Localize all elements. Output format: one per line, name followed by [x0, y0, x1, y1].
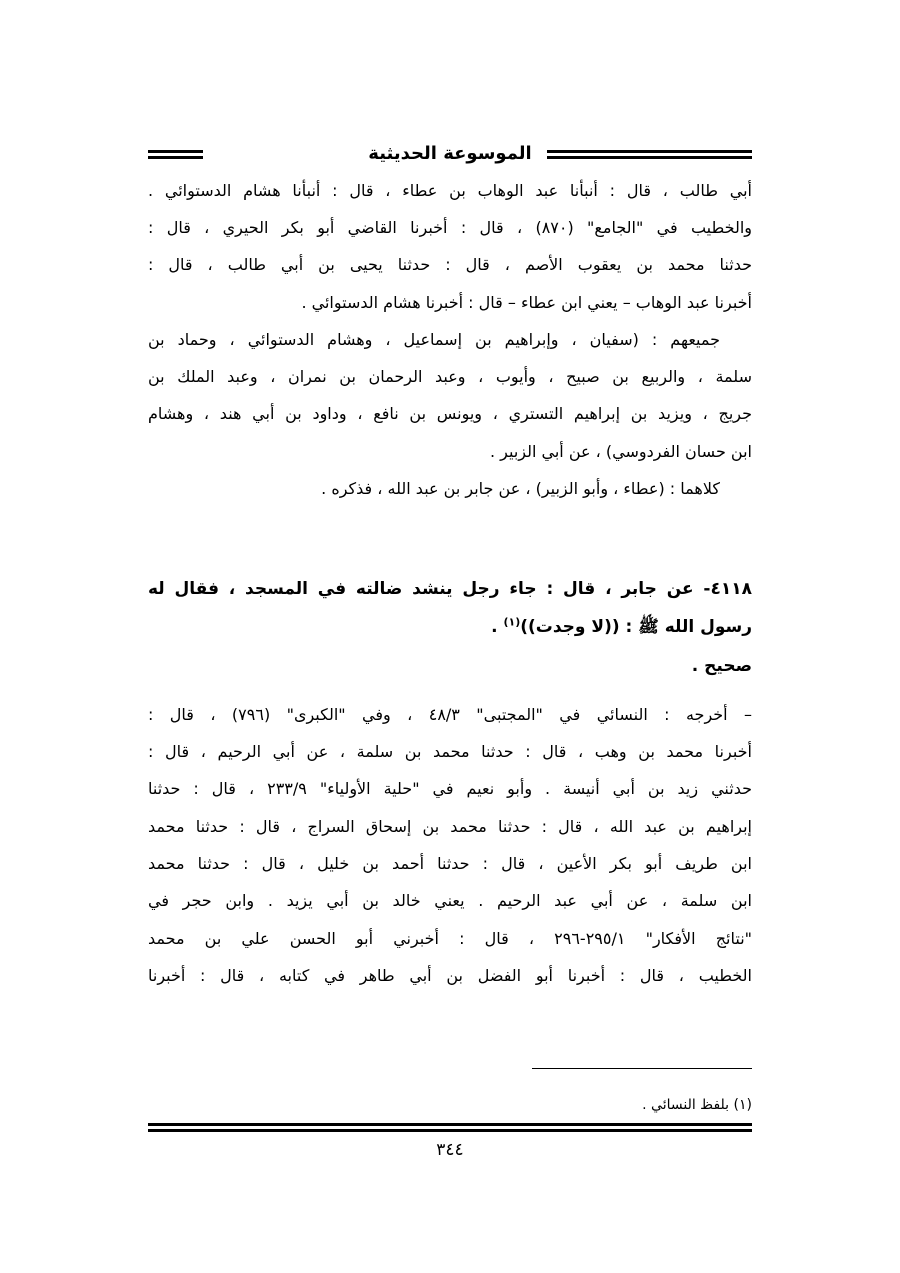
text-line: أخبرنا محمد بن وهب ، قال : حدثنا محمد بن سلمة ، عن أبي الرحيم ، قال :: [148, 742, 752, 761]
page-number: ٣٤٤: [436, 1140, 464, 1160]
text-line: ابن طريف أبو بكر الأعين ، قال : حدثنا أحمد بن خليل ، قال : حدثنا محمد: [148, 854, 752, 873]
text-line: ابن حسان الفردوسي) ، عن أبي الزبير .: [489, 442, 752, 461]
text-line: الخطيب ، قال : أخبرنا أبو الفضل بن أبي طاهر في كتابه ، قال : أخبرنا: [148, 966, 752, 985]
hadith-text: رسول الله ﷺ : ((لا وجدت)): [520, 617, 752, 637]
hadith-end: .: [491, 617, 504, 637]
header-rule-left: [148, 150, 203, 159]
text-line: سلمة ، والربيع بن صبيح ، وأيوب ، وعبد الرحمان بن نمران ، وعبد الملك بن: [148, 367, 752, 386]
text-line: أبي طالب ، قال : أنبأنا عبد الوهاب بن عطاء ، قال : أنبأنا هشام الدستوائي .: [148, 181, 752, 200]
text-line: جميعهم : (سفيان ، وإبراهيم بن إسماعيل ، وهشام الدستوائي ، وحماد بن: [148, 330, 720, 349]
header-title: الموسوعة الحديثية: [368, 143, 532, 164]
footer-rule: [148, 1123, 752, 1132]
hadith-heading: ٤١١٨- عن جابر ، قال : جاء رجل ينشد ضالته في المسجد ، فقال له: [148, 579, 752, 599]
footnote-separator: [532, 1068, 752, 1069]
footnote-ref: (١): [503, 615, 521, 629]
running-header: [148, 140, 752, 170]
text-line: أخبرنا عبد الوهاب – يعني ابن عطاء – قال : أخبرنا هشام الدستوائي .: [301, 293, 752, 312]
grade-label: صحيح .: [691, 656, 752, 676]
footnote: (١) بلفظ النسائي .: [642, 1097, 752, 1113]
text-line: إبراهيم بن عبد الله ، قال : حدثنا محمد بن إسحاق السراج ، قال : حدثنا محمد: [148, 817, 752, 836]
text-line: "نتائج الأفكار" ٢٩٥/١-٢٩٦ ، قال : أخبرني أبو الحسن علي بن محمد: [148, 929, 753, 948]
text-line: حدثني زيد بن أبي أنيسة . وأبو نعيم في "حلية الأولياء" ٢٣٣/٩ ، قال : حدثنا: [148, 779, 752, 798]
text-line: حدثنا محمد بن يعقوب الأصم ، قال : حدثنا يحيى بن أبي طالب ، قال :: [148, 255, 752, 274]
text-line: – أخرجه : النسائي في "المجتبى" ٤٨/٣ ، وفي "الكبرى" (٧٩٦) ، قال :: [148, 705, 753, 724]
text-line: كلاهما : (عطاء ، وأبو الزبير) ، عن جابر بن عبد الله ، فذكره .: [321, 479, 720, 498]
text-line: ابن سلمة ، عن أبي عبد الرحيم . يعني خالد بن أبي يزيد . وابن حجر في: [148, 891, 752, 910]
text-line: جريج ، ويزيد بن إبراهيم التستري ، ويونس بن نافع ، وداود بن أبي هند ، وهشام: [148, 404, 752, 423]
text-line: والخطيب في "الجامع" (٨٧٠) ، قال : أخبرنا القاضي أبو بكر الحيري ، قال :: [148, 218, 753, 237]
hadith-heading-cont: [148, 612, 752, 642]
